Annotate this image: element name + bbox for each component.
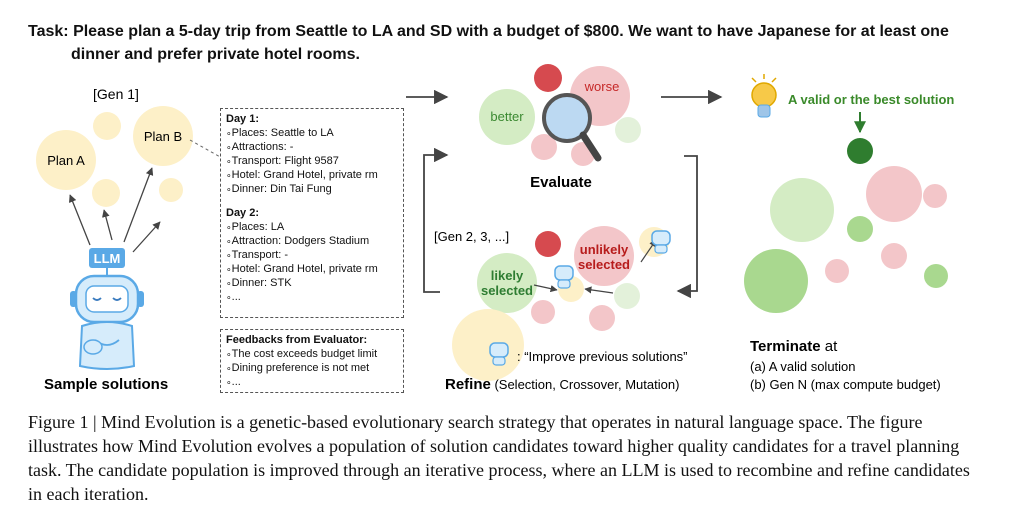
day2-item: ∘ Places: LA — [226, 220, 398, 234]
worse-label: worse — [584, 79, 620, 94]
day1-item: ∘ Dinner: Din Tai Fung — [226, 182, 398, 196]
day2-item: ∘ Dinner: STK — [226, 276, 398, 290]
day1-item: ∘ Places: Seattle to LA — [226, 126, 398, 140]
day2-item: ∘ Transport: - — [226, 248, 398, 262]
selection-arrow — [534, 285, 557, 290]
candidate-dark-red — [534, 64, 562, 92]
candidate-light-red — [531, 300, 555, 324]
improve-text: : “Improve previous solutions” — [517, 349, 688, 364]
candidate-light-green — [615, 117, 641, 143]
candidate-light-red — [866, 166, 922, 222]
figure-caption: Figure 1 | Mind Evolution is a genetic-based evolutionary search strategy that operates in natural language space. The figure illustrates how Mind Evolution evolves a population of solution candidates toward higher quality candidates for a travel planning task. The candidate population is improved through an iterative process, where an LLM is used to recombine and refine candidates in each iteration. — [28, 412, 970, 504]
day2-title: Day 2: — [226, 207, 260, 219]
plan-a-label: Plan A — [47, 153, 85, 168]
day1-item: ∘ Transport: Flight 9587 — [226, 154, 398, 168]
gen1-candidate-small — [159, 178, 183, 202]
gen1-candidate-small — [93, 112, 121, 140]
selection-arrow — [585, 289, 613, 293]
candidate-light-red — [923, 184, 947, 208]
feedback-item: ∘ The cost exceeds budget limit — [226, 347, 398, 361]
feedback-item: ∘ Dining preference is not met — [226, 361, 398, 375]
evaluate-label: Evaluate — [530, 174, 592, 191]
unlikely-label-2: selected — [577, 257, 631, 272]
day1-item: ∘ Hotel: Grand Hotel, private rm — [226, 168, 398, 182]
candidate-green — [744, 249, 808, 313]
terminate-option-a: (a) A valid solution — [750, 359, 856, 374]
unlikely-label-1: unlikely — [579, 242, 629, 257]
gen1-candidate-small — [92, 179, 120, 207]
candidate-green — [847, 216, 873, 242]
plan-ellipsis: ∘ ... — [226, 290, 398, 304]
candidate-light-green — [770, 178, 834, 242]
day1-item: ∘ Attractions: - — [226, 140, 398, 154]
refined-candidate — [452, 309, 524, 381]
small-robot-icon — [490, 343, 508, 365]
plan-details-box — [220, 108, 404, 318]
loop-arrow-to-evaluate — [424, 155, 447, 292]
loop-arrow-to-refine — [678, 156, 697, 291]
feedback-box — [220, 329, 404, 393]
small-robot-icon — [652, 231, 670, 253]
likely-label-2: selected — [480, 283, 534, 298]
small-robot-icon — [555, 266, 573, 288]
llm-arrow — [133, 222, 160, 252]
best-solution-circle — [847, 138, 873, 164]
day2-item: ∘ Attraction: Dodgers Stadium — [226, 234, 398, 248]
llm-robot-icon — [70, 248, 144, 369]
llm-arrow — [104, 210, 112, 240]
valid-best-label: A valid or the best solution — [788, 92, 955, 107]
candidate-light-green — [614, 283, 640, 309]
better-label: better — [490, 109, 524, 124]
llm-arrow — [70, 195, 90, 245]
day1-title: Day 1: — [226, 113, 260, 125]
candidate-dark-red — [535, 231, 561, 257]
refine-gen-label: [Gen 2, 3, ...] — [434, 229, 510, 244]
plan-b-label: Plan B — [143, 129, 183, 144]
task-prefix: Task: — [28, 23, 69, 40]
refine-label: Refine (Selection, Crossover, Mutation) — [445, 376, 680, 393]
task-line-2: dinner and prefer private hotel rooms. — [71, 46, 360, 63]
llm-label: LLM — [93, 251, 121, 266]
lightbulb-icon — [752, 74, 776, 117]
task-line-1: Please plan a 5-day trip from Seattle to LA and SD with a budget of $800. We want to have Japanese for at least one — [73, 23, 949, 40]
feedback-ellipsis: ∘ ... — [226, 375, 398, 389]
plan-b-connector — [190, 140, 222, 158]
llm-arrow — [124, 168, 152, 242]
likely-label-1: likely — [490, 268, 524, 283]
candidate-light-red — [881, 243, 907, 269]
sample-solutions-label: Sample solutions — [44, 376, 169, 393]
candidate-green — [924, 264, 948, 288]
candidate-light-red — [825, 259, 849, 283]
day2-item: ∘ Hotel: Grand Hotel, private rm — [226, 262, 398, 276]
feedback-title: Feedbacks from Evaluator: — [226, 334, 368, 346]
terminate-option-b: (b) Gen N (max compute budget) — [750, 377, 941, 392]
terminate-title: Terminate at — [750, 338, 838, 355]
gen1-label: [Gen 1] — [93, 86, 139, 102]
candidate-light-red — [589, 305, 615, 331]
